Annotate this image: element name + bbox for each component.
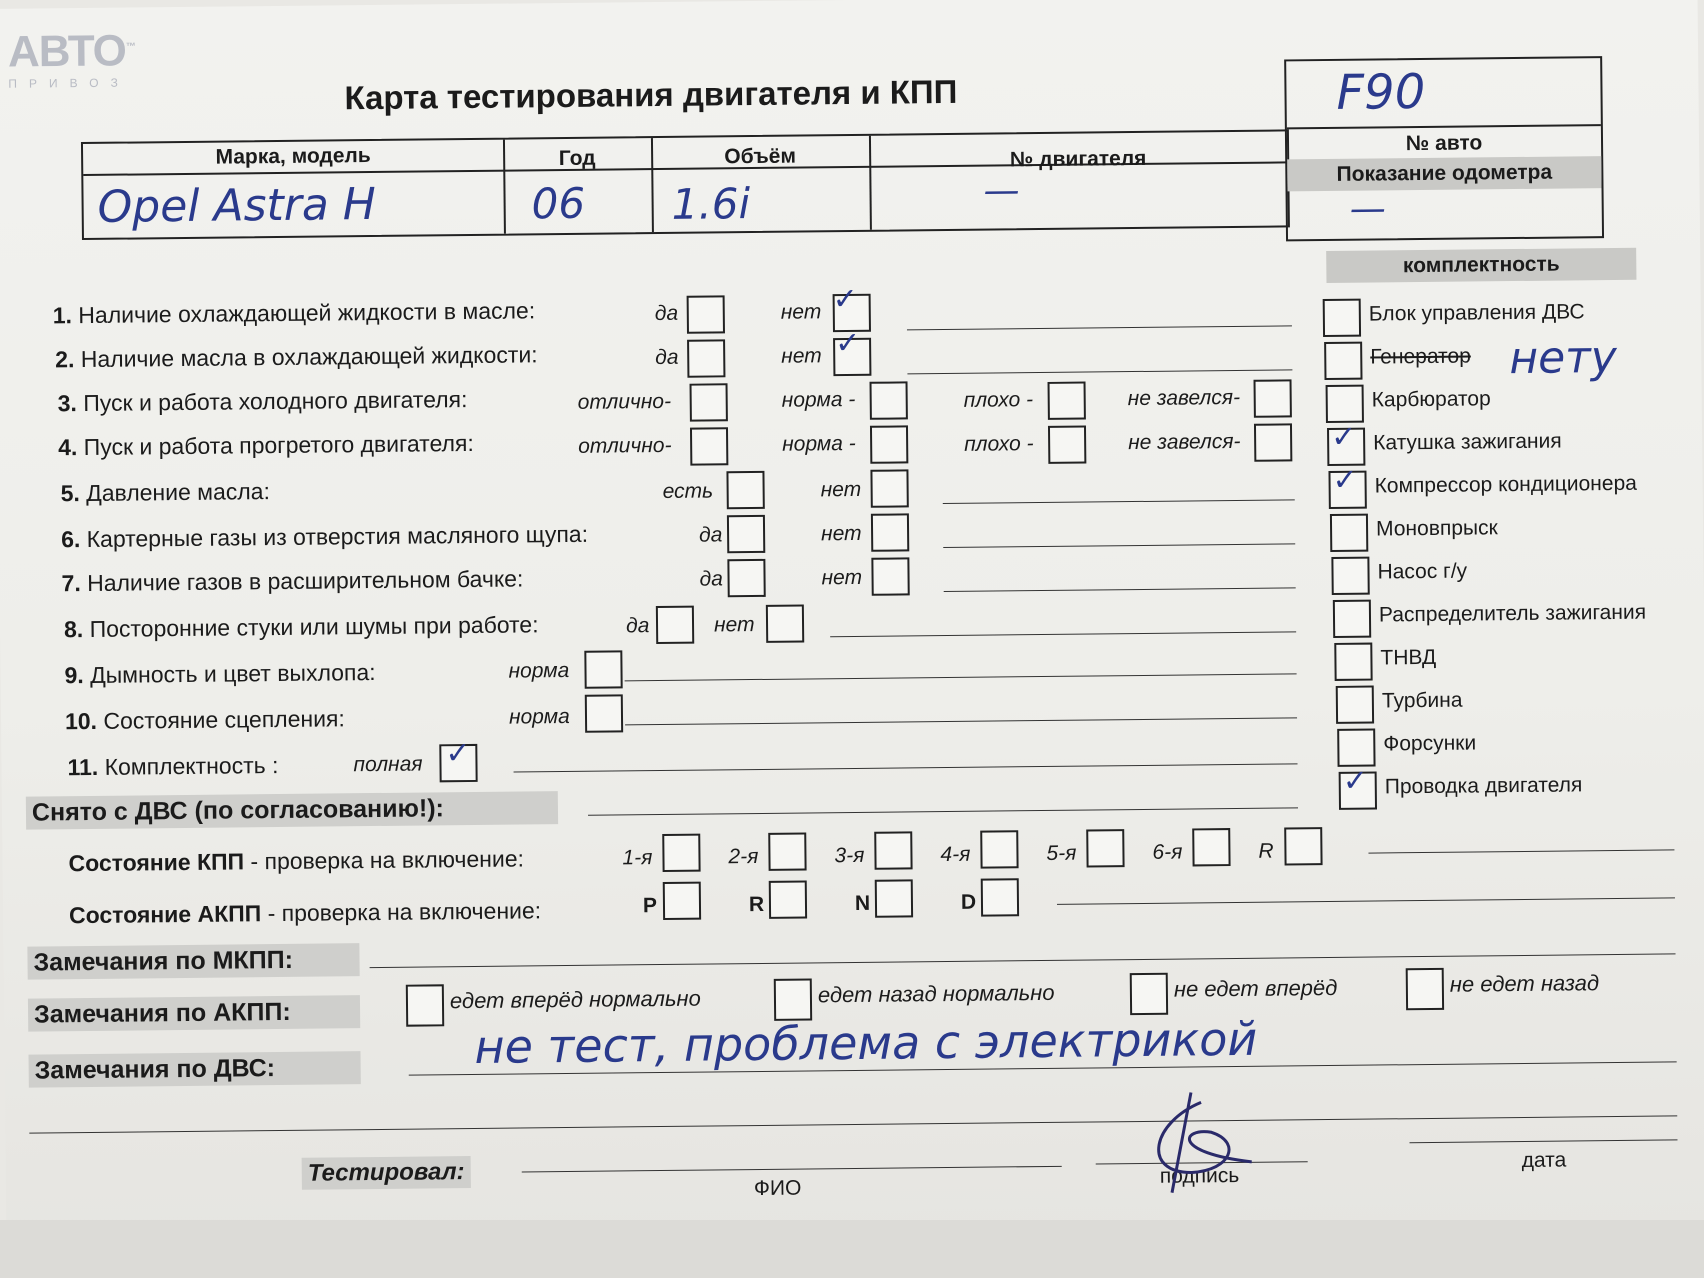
odometer-label: Показание одометра bbox=[1336, 160, 1553, 186]
q3-opt-ne-zavelsya: не завелся- bbox=[1127, 385, 1241, 411]
q4-label: 4. Пуск и работа прогретого двигателя: bbox=[58, 429, 474, 461]
komplektnost-checkbox[interactable] bbox=[1333, 600, 1371, 638]
q1-opt-net: нет bbox=[780, 300, 822, 324]
q4-opt-ploho: плохо - bbox=[964, 432, 1034, 456]
kpp-gear-label: 1-я bbox=[622, 846, 653, 870]
remarks-dvs-label: Замечания по ДВС: bbox=[29, 1051, 361, 1087]
q1-checkbox-net[interactable]: ✓ bbox=[833, 294, 871, 332]
komplektnost-item-label: Катушка зажигания bbox=[1373, 429, 1562, 455]
komplektnost-checkbox[interactable] bbox=[1323, 299, 1361, 337]
akpp-gear-label: R bbox=[748, 892, 765, 917]
tested-label: Тестировал: bbox=[302, 1156, 471, 1190]
kpp-gear-label: 6-я bbox=[1152, 840, 1183, 864]
akpp-remark-checkbox[interactable] bbox=[406, 984, 444, 1026]
auto-no-value[interactable]: F90 bbox=[1336, 63, 1426, 121]
q5-opt-est: есть bbox=[662, 479, 714, 503]
value-engine-no[interactable]: — bbox=[983, 170, 1020, 212]
q3-checkbox-ploho[interactable] bbox=[1048, 382, 1086, 420]
komplektnost-item-label: Генератор bbox=[1370, 344, 1471, 369]
vehicle-table bbox=[81, 129, 1290, 240]
komplektnost-checkbox[interactable] bbox=[1337, 729, 1375, 767]
q6-checkbox-da[interactable] bbox=[727, 515, 765, 553]
header-engine-no: № двигателя bbox=[1009, 146, 1147, 172]
komplektnost-item-label: ТНВД bbox=[1380, 645, 1437, 670]
komplektnost-checkbox[interactable] bbox=[1330, 514, 1368, 552]
q3-opt-norma: норма - bbox=[781, 387, 856, 412]
q11-label: 11. Комплектность : bbox=[67, 752, 279, 781]
kpp-gear-checkbox[interactable] bbox=[1192, 828, 1230, 866]
komplektnost-checkbox[interactable] bbox=[1334, 643, 1372, 681]
q10-label: 10. Состояние сцепления: bbox=[64, 705, 345, 735]
remarks-mkpp-label: Замечания по МКПП: bbox=[27, 943, 359, 979]
akpp-gear-checkbox[interactable] bbox=[663, 882, 701, 920]
q9-checkbox-norma[interactable] bbox=[584, 650, 622, 688]
komplektnost-header: комплектность bbox=[1326, 248, 1636, 283]
komplektnost-item-label: Карбюратор bbox=[1371, 387, 1491, 412]
kpp-label: Состояние КПП - проверка на включение: bbox=[68, 845, 525, 877]
q2-opt-net: нет bbox=[781, 344, 822, 368]
q6-opt-net: нет bbox=[820, 521, 862, 546]
q5-label: 5. Давление масла: bbox=[60, 478, 271, 507]
kpp-gear-checkbox[interactable] bbox=[1086, 829, 1124, 867]
q9-opt-norma: норма bbox=[508, 658, 570, 683]
q7-checkbox-net[interactable] bbox=[871, 557, 909, 595]
komplektnost-item-label: Турбина bbox=[1381, 688, 1463, 713]
q5-opt-net: нет bbox=[820, 477, 862, 502]
q5-checkbox-net[interactable] bbox=[870, 469, 908, 507]
page-title: Карта тестирования двигателя и КПП bbox=[344, 72, 958, 117]
header-volume: Объём bbox=[724, 144, 797, 169]
q1-opt-da: да bbox=[654, 301, 679, 326]
akpp-remark-option: не едет назад bbox=[1449, 970, 1600, 997]
q6-checkbox-net[interactable] bbox=[871, 513, 909, 551]
komplektnost-checkbox[interactable]: ✓ bbox=[1339, 772, 1377, 810]
kpp-gear-label: 3-я bbox=[834, 843, 865, 868]
akpp-gear-label: P bbox=[642, 894, 658, 918]
q8-opt-da: да bbox=[625, 614, 650, 638]
akpp-remark-option: едет назад нормально bbox=[817, 979, 1055, 1008]
komplektnost-checkbox[interactable] bbox=[1324, 342, 1362, 380]
q10-opt-norma: норма bbox=[508, 704, 570, 729]
remarks-akpp-label: Замечания по АКПП: bbox=[28, 995, 360, 1031]
komplektnost-item-label: Форсунки bbox=[1383, 731, 1477, 756]
komplektnost-checkbox[interactable]: ✓ bbox=[1328, 471, 1366, 509]
komplektnost-item-label: Моновпрыск bbox=[1375, 516, 1498, 541]
q7-opt-da: да bbox=[699, 567, 723, 591]
q3-checkbox-otlichno[interactable] bbox=[690, 383, 728, 421]
akpp-remark-option: едет вперёд нормально bbox=[449, 985, 701, 1014]
kpp-gear-checkbox[interactable] bbox=[662, 834, 700, 872]
q4-opt-otlichno: отлично- bbox=[578, 433, 672, 458]
auto-no-label: № авто bbox=[1405, 131, 1483, 156]
komplektnost-item-label: Распределитель зажигания bbox=[1378, 600, 1647, 627]
kpp-gear-checkbox[interactable] bbox=[980, 830, 1018, 868]
q4-opt-ne-zavelsya: не завелся- bbox=[1128, 429, 1241, 455]
watermark-logo bbox=[8, 25, 136, 90]
watermark-tm: ™ bbox=[125, 41, 135, 53]
auto-number-box bbox=[1284, 56, 1604, 241]
komplektnost-note[interactable]: нету bbox=[1509, 331, 1618, 385]
q4-opt-norma: норма - bbox=[782, 431, 856, 456]
q7-opt-net: нет bbox=[821, 565, 863, 590]
value-model[interactable]: Opel Astra H bbox=[97, 178, 377, 233]
q3-label: 3. Пуск и работа холодного двигателя: bbox=[57, 386, 468, 417]
akpp-remark-checkbox[interactable] bbox=[1130, 973, 1168, 1015]
q4-checkbox-otlichno[interactable] bbox=[690, 427, 728, 465]
background-surface bbox=[0, 1220, 1704, 1278]
q5-checkbox-est[interactable] bbox=[726, 471, 764, 509]
q6-opt-da: да bbox=[698, 523, 723, 547]
kpp-gear-label: 2-я bbox=[728, 844, 759, 869]
q11-opt-polnaya: полная bbox=[353, 752, 423, 777]
q4-checkbox-ploho[interactable] bbox=[1048, 426, 1086, 464]
date-label: дата bbox=[1521, 1148, 1567, 1173]
remarks-dvs-text[interactable]: не тест, проблема с электрикой bbox=[474, 1011, 1258, 1074]
value-volume[interactable]: 1.6i bbox=[671, 179, 751, 229]
odometer-value[interactable]: — bbox=[1349, 188, 1386, 230]
q2-checkbox-net[interactable]: ✓ bbox=[833, 338, 871, 376]
kpp-gear-label: R bbox=[1258, 839, 1274, 863]
q6-label: 6. Картерные газы из отверстия масляного щупа: bbox=[60, 520, 589, 553]
kpp-gear-checkbox[interactable] bbox=[768, 832, 806, 870]
kpp-gear-label: 5-я bbox=[1046, 841, 1077, 865]
akpp-gear-label: N bbox=[854, 891, 871, 915]
akpp-remark-checkbox[interactable] bbox=[1406, 968, 1444, 1010]
q9-label: 9. Дымность и цвет выхлопа: bbox=[64, 658, 376, 689]
q2-opt-da: да bbox=[655, 345, 679, 370]
q8-checkbox-net[interactable] bbox=[766, 605, 804, 643]
akpp-gear-checkbox[interactable] bbox=[875, 879, 913, 917]
komplektnost-item-label: Блок управления ДВС bbox=[1368, 300, 1585, 326]
akpp-label: Состояние АКПП - проверка на включение: bbox=[68, 897, 542, 929]
q2-checkbox-da[interactable] bbox=[687, 339, 725, 377]
komplektnost-checkbox[interactable]: ✓ bbox=[1327, 428, 1365, 466]
removed-label: Снято с ДВС (по согласованию!): bbox=[26, 791, 558, 830]
q4-checkbox-norma[interactable] bbox=[870, 425, 908, 463]
komplektnost-item-label: Компрессор кондиционера bbox=[1374, 471, 1637, 498]
komplektnost-checkbox[interactable] bbox=[1336, 686, 1374, 724]
signature-label: подпись bbox=[1159, 1163, 1240, 1188]
q7-label: 7. Наличие газов в расширительном бачке: bbox=[61, 565, 524, 597]
q3-checkbox-ne-zavelsya[interactable] bbox=[1254, 379, 1292, 417]
q1-checkbox-da[interactable] bbox=[687, 295, 725, 333]
header-model: Марка, модель bbox=[215, 144, 371, 169]
akpp-gear-label: D bbox=[960, 890, 977, 914]
watermark-sub: ПРИВОЗ bbox=[8, 75, 130, 91]
q10-checkbox-norma[interactable] bbox=[585, 694, 623, 732]
komplektnost-item-label: Насос г/у bbox=[1377, 559, 1468, 584]
signature-scribble bbox=[1131, 1082, 1262, 1203]
watermark-brand: АВТО bbox=[7, 26, 127, 77]
q8-label: 8. Посторонние стуки или шумы при работе: bbox=[63, 611, 539, 643]
komplektnost-checkbox[interactable] bbox=[1331, 557, 1369, 595]
kpp-gear-checkbox[interactable] bbox=[1284, 827, 1322, 865]
komplektnost-checkbox[interactable] bbox=[1326, 385, 1364, 423]
value-year[interactable]: 06 bbox=[531, 178, 586, 229]
q7-checkbox-da[interactable] bbox=[727, 559, 765, 597]
q8-opt-net: нет bbox=[713, 613, 755, 637]
q8-checkbox-da[interactable] bbox=[656, 606, 694, 644]
q3-checkbox-norma[interactable] bbox=[870, 381, 908, 419]
akpp-gear-checkbox[interactable] bbox=[769, 880, 807, 918]
fio-label: ФИО bbox=[753, 1176, 802, 1201]
header-year: Год bbox=[558, 146, 596, 171]
kpp-gear-label: 4-я bbox=[940, 842, 971, 867]
komplektnost-item-label: Проводка двигателя bbox=[1384, 773, 1583, 799]
q1-label: 1. Наличие охлаждающей жидкости в масле: bbox=[52, 297, 536, 329]
akpp-remark-option: не едет вперёд bbox=[1173, 974, 1338, 1002]
akpp-gear-checkbox[interactable] bbox=[981, 878, 1019, 916]
q3-opt-ploho: плохо - bbox=[963, 388, 1034, 412]
q11-checkbox-polnaya[interactable]: ✓ bbox=[439, 744, 477, 782]
q3-opt-otlichno: отлично- bbox=[577, 389, 672, 414]
kpp-gear-checkbox[interactable] bbox=[874, 831, 912, 869]
akpp-remark-checkbox[interactable] bbox=[774, 978, 812, 1020]
q2-label: 2. Наличие масла в охлаждающей жидкости: bbox=[55, 341, 538, 373]
q4-checkbox-ne-zavelsya[interactable] bbox=[1254, 423, 1292, 461]
